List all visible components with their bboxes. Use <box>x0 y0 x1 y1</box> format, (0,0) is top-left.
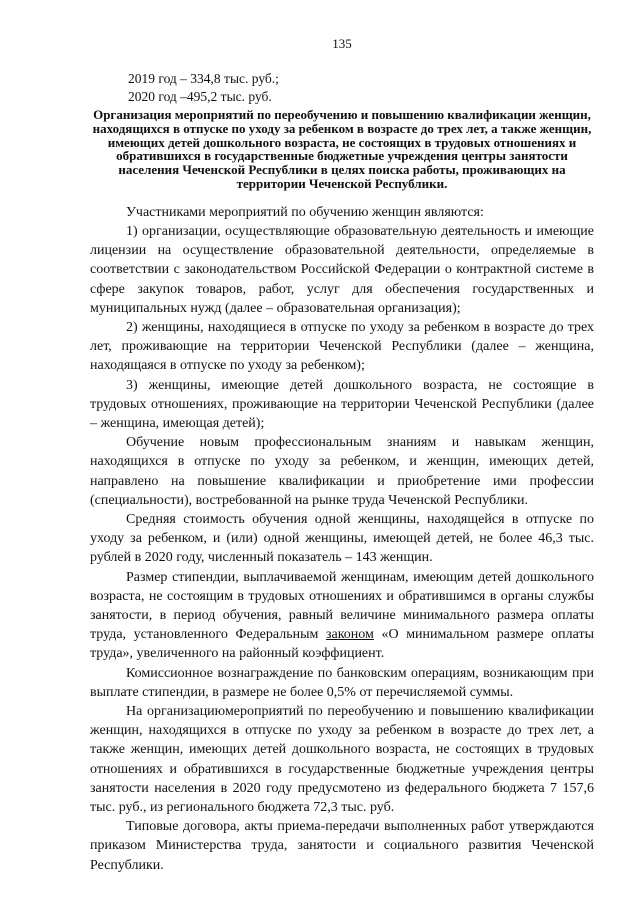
stipend-text-before: Размер стипендии, выплачиваемой женщинам, имеющим детей дошкольного возраста, не состоящим в трудовых отношениях и обратившимся в органы службы занятости, в период обучения, равный величине минимального размера оплаты труда, установленного Федеральным <box>90 569 594 643</box>
paragraph-training-cost: Средняя стоимость обучения одной женщины, находящейся в отпуске по уходу за ребенком, и (или) одной женщины, имеющей детей, не более 46,3 тыс. рублей в 2020 году, численный показатель – 143 женщин. <box>90 512 594 566</box>
paragraph-funding: На организациюмероприятий по переобучению и повышению квалификации женщин, находящихся в отпуске по уходу за ребенком в возрасте до трех лет, а также женщин, имеющих детей дошкольного возраста, не состоящих в трудовых отношениях и обратившихся в государственные бюджетные учреждения центры занятости населения в 2020 году предусмотено из федерального бюджета 7 157,6 тыс. руб., из регионального бюджета 72,3 тыс. руб. <box>90 704 594 816</box>
year-line-2019: 2019 год – 334,8 тыс. руб.; <box>128 71 279 86</box>
paragraph-stipend <box>90 568 594 664</box>
document-page <box>90 36 594 875</box>
paragraph-participants-intro: Участниками мероприятий по обучению женщин являются: <box>126 204 484 220</box>
paragraph-participant-3: 3) женщины, имеющие детей дошкольного возраста, не состоящие в трудовых отношениях, проживающие на территории Чеченской Республики (далее – женщина, имеющая детей); <box>90 377 594 432</box>
paragraph-bank-commission: Комиссионное вознаграждение по банковским операциям, возникающим при выплате стипендии, в размере не более 0,5% от перечисляемой суммы. <box>90 665 594 700</box>
year-line-2020: 2020 год –495,2 тыс. руб. <box>128 88 272 104</box>
section-heading: Организация мероприятий по переобучению и повышению квалификации женщин, находящихся в отпуске по уходу за ребенком в возрасте до трех лет, а также женщин, имеющих детей дошкольного возраста, не состоящих в трудовых отношениях и обратившихся в государственные бюджетные учреждения центры занятости населения Чеченской Республики в целях поиска работы, проживающих на территории Чеченской Республики. <box>92 107 592 191</box>
stipend-text-after: «О минимальном размере оплаты труда», увеличенного на районный коэффициент. <box>90 627 594 662</box>
paragraph-participant-1: 1) организации, осуществляющие образовательную деятельность и имеющие лицензии на осуществление образовательной деятельности, определяемые в соответствии с законодательством Российской Федерации о контрактной системе в сфере закупок товаров, работ, услуг для обеспечения государственных и муниципальных нужд (далее – образовательная организация); <box>90 223 594 316</box>
paragraph-participant-2: 2) женщины, находящиеся в отпуске по уходу за ребенком в возрасте до трех лет, проживающие на территории Чеченской Республики (далее – женщина, находящаяся в отпуске по уходу за ребенком); <box>90 320 594 374</box>
page-number: 135 <box>332 36 352 51</box>
paragraph-contracts: Типовые договора, акты приема-передачи выполненных работ утверждаются приказом Министерства труда, занятости и социального развития Чеченской Республики. <box>90 819 594 873</box>
document-body <box>90 203 594 875</box>
federal-law-link[interactable]: законом <box>325 627 374 643</box>
paragraph-training-purpose: Обучение новым профессиональным знаниям и навыкам женщин, находящихся в отпуске по уходу за ребенком, и женщин, имеющих детей, направлено на повышение квалификации и приобретение ими профессии (специальности), востребованной на рынке труда Чеченской Республики. <box>90 435 594 508</box>
